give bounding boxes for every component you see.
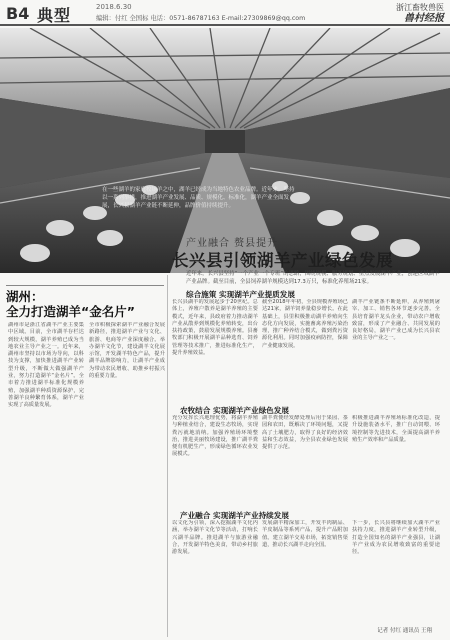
article-headline: 长兴县引领湖羊产业绿色发展 bbox=[172, 251, 393, 270]
article-kicker: 产业融合 赘县提升 bbox=[186, 238, 279, 249]
paper-name-block bbox=[396, 2, 444, 24]
green-column-2: 湖羊粪便经发酵处理后用于果园、茶园和农田，既解决了环境问题，又提高了土壤肥力，取得了良好的经济效益和生态效益，为全县农业绿色发展提供了示范。 bbox=[262, 415, 348, 451]
subhead-quality: 综合施策 实现湖羊产业提质发展 bbox=[186, 290, 295, 299]
fusion-column-2: 发展湖羊精深加工，开发羊肉制品、羊皮制品等系列产品，提升产品附加值。建立湖羊交易市场，拓宽销售渠道，推动长兴湖羊走向全国。 bbox=[262, 520, 348, 548]
paper-name: 浙江畜牧兽医 bbox=[396, 3, 444, 12]
quality-column-2: 截至2018年年初，全县规模养殖场已达21家，湖羊饲养量稳步增长。在此基础上，县里积极推动湖羊养殖向生态化方向发展，实施畜禽养殖污染治理，推广种养结合模式，做到粪污资源化利用。同时加强疫病防控，保障产业健康发展。 bbox=[262, 299, 348, 349]
article-byline: 记者 付红 通讯员 王翔 bbox=[377, 628, 432, 634]
side-title-line2: 全力打造湖羊“金名片” bbox=[6, 304, 135, 319]
green-column-3: 积极推进湖羊养殖场标准化改造，提升设施装备水平，推广自动饲喂、环境控制等先进技术，全面提高湖羊养殖生产效率和产品质量。 bbox=[352, 415, 440, 443]
subhead-green: 农牧结合 实现湖羊产业绿色发展 bbox=[180, 406, 289, 415]
column-divider bbox=[167, 275, 168, 637]
photo-caption: 在一些湖羊的家庭牧场羊之中，湖羊已经成为当地特色农业品牌。近年来，坚持以一系列举措，推进湖羊产业发展、品质、规模化、标准化，湖羊产业全面发展，长兴县湖羊产业链不断延伸，品牌价值持续提升。 bbox=[102, 187, 295, 209]
page-header bbox=[0, 0, 450, 26]
side-title-line1: 湖州： bbox=[6, 289, 44, 304]
side-column-1: 湖州市是浙江省湖羊产业主要集中区域。目前，全市湖羊存栏达到较大规模，湖羊养殖已成为当地农业主导产业之一。近年来，湖州市坚持以市场为导向，以科技为支撑，加快推进湖羊产业转型升级，不断做大做强湖羊产业，努力打造湖羊“金名片”。全市着力推进湖羊标准化规模养殖，加强湖羊种质资源保护，完善湖羊良种繁育体系，湖羊产业实现了高质量发展。 bbox=[8, 322, 84, 409]
side-article-title bbox=[6, 285, 164, 319]
side-column-2: 全市积极探索湖羊产业融合发展新路径，推进湖羊产业与文化、旅游、电商等产业深度融合。举办湖羊文化节，建设湖羊文化展示馆，开发湖羊特色产品，提升湖羊品牌影响力，让湖羊产业成为带动农民增收、助推乡村振兴的重要力量。 bbox=[89, 322, 165, 380]
editor-contact: 编辑：付红 全国标 电话：0571-86787163 E-mail:27309869@qq.com bbox=[96, 15, 306, 22]
green-column-1: 充分发挥长兴地理优势，将湖羊养殖与种植业结合，建设生态牧场，实现粪污就地消纳。加强养殖场环境整治，推进美丽牧场建设，推广湖羊粪便有机肥生产，形成绿色循环农业发展模式。 bbox=[172, 415, 258, 458]
quality-column-3: 湖羊产业链条不断延伸，从养殖到屠宰、加工、销售各环节逐步完善。全县培育湖羊龙头企业，带动农户增收致富，形成了产业融合、共同发展的良好格局，湖羊产业已成为长兴县农业的主导产业之一。 bbox=[352, 299, 440, 342]
fusion-column-1: 以文化为引领，深入挖掘湖羊文化内涵，举办湖羊文化节等活动，打响长兴湖羊品牌。推进湖羊与旅游业融合，开发湖羊特色美食，带动乡村旅游发展。 bbox=[172, 520, 258, 556]
subhead-fusion: 产业融合 实现湖羊产业持续发展 bbox=[180, 511, 289, 520]
quality-column-1: 长兴县湖羊的发展起步于20世纪。总体上，养殖户散养是湖羊养殖的主要模式，近年来，县政府着力推动湖羊产业从散养到规模化养殖转变，出台扶持政策，鼓励发展规模养殖。县畜牧部门积极开展湖羊品种选育、饲养管理等技术推广，推进标准化生产，提升养殖效益。 bbox=[172, 299, 258, 357]
paper-logo: 兽村经报 bbox=[404, 13, 444, 24]
issue-date: 2018.6.30 bbox=[96, 3, 132, 11]
section-title: 典型 bbox=[37, 6, 72, 25]
fusion-column-3: 下一步，长兴县将继续加大湖羊产业扶持力度，推进湖羊产业转型升级，打造全国知名的湖羊产业强县，让湖羊产业成为农民增收致富的重要途径。 bbox=[352, 520, 440, 556]
page-number: B4 bbox=[6, 4, 30, 23]
article-lead: 近年来，长兴县坚持“一个产业一个专班”的思路，围绕规模、服务规划、重点发展湖羊产业，创建区域湖羊产业品牌。截至目前，全县饲养湖羊规模达到17.3万只，标准化养殖场21家。 bbox=[186, 271, 440, 285]
